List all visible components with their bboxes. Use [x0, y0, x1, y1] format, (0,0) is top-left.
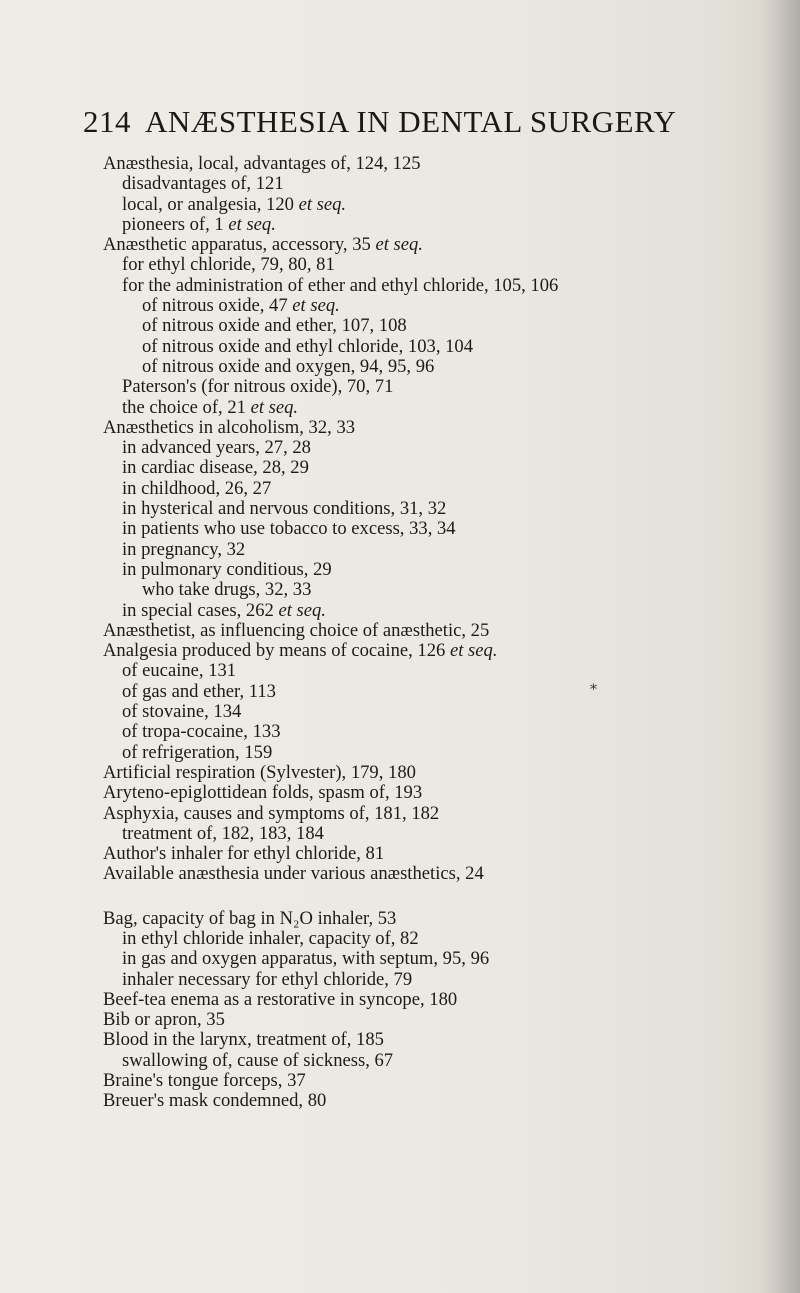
- index-heading-entry: Bag, capacity of bag in N₂O inhaler, 53: [103, 907, 397, 929]
- index-subentry: disadvantages of, 121: [122, 173, 284, 195]
- index-heading-entry: Aryteno-epiglottidean folds, spasm of, 193: [103, 782, 423, 804]
- index-heading-entry: Asphyxia, causes and symptoms of, 181, 182: [103, 802, 440, 824]
- index-subentry: in patients who use tobacco to excess, 33, 34: [122, 518, 456, 540]
- index-subentry: in childhood, 26, 27: [122, 477, 272, 499]
- index-subentry: pioneers of, 1 et seq.: [122, 213, 276, 235]
- index-subentry: of eucaine, 131: [122, 660, 237, 682]
- index-subentry: in cardiac disease, 28, 29: [122, 457, 309, 479]
- section-gap: [0, 885, 800, 909]
- index-subentry: in gas and oxygen apparatus, with septum, 95, 96: [122, 948, 490, 970]
- index-heading-entry: Anæsthesia, local, advantages of, 124, 125: [103, 153, 421, 174]
- index-heading-entry: Blood in the larynx, treatment of, 185: [103, 1029, 384, 1051]
- index-subentry: in pulmonary conditious, 29: [122, 558, 332, 580]
- index-subentry: in special cases, 262 et seq.: [122, 599, 326, 621]
- index-subentry: of nitrous oxide and oxygen, 94, 95, 96: [142, 355, 435, 377]
- index-heading-entry: Braine's tongue forceps, 37: [103, 1070, 306, 1092]
- index-subentry: swallowing of, cause of sickness, 67: [122, 1049, 394, 1071]
- index-subentry: in pregnancy, 32: [122, 538, 246, 560]
- index-subentry: of gas and ether, 113: [122, 680, 276, 702]
- index-subentry: in hysterical and nervous conditions, 31, 32: [122, 498, 447, 520]
- index-heading-entry: Anæsthetics in alcoholism, 32, 33: [103, 416, 356, 438]
- index-subentry: for ethyl chloride, 79, 80, 81: [122, 254, 335, 276]
- index-subentry: of refrigeration, 159: [122, 741, 273, 763]
- index-heading-entry: Anæsthetist, as influencing choice of anæsthetic, 25: [103, 619, 490, 641]
- index-subentry: inhaler necessary for ethyl chloride, 79: [122, 968, 413, 990]
- index-subentry: in ethyl chloride inhaler, capacity of, 82: [122, 927, 419, 949]
- index-subentry: in advanced years, 27, 28: [122, 437, 311, 459]
- index-subentry: who take drugs, 32, 33: [142, 579, 312, 601]
- index-heading-entry: Artificial respiration (Sylvester), 179, 180: [103, 761, 416, 783]
- index-heading-entry: Analgesia produced by means of cocaine, 126 et seq.: [103, 640, 498, 662]
- index-subentry: of nitrous oxide and ethyl chloride, 103, 104: [142, 335, 474, 357]
- index-subentry: the choice of, 21 et seq.: [122, 396, 299, 418]
- index-list: [0, 154, 800, 1112]
- stray-asterisk-mark: *: [590, 682, 597, 698]
- index-heading-entry: Bib or apron, 35: [103, 1009, 225, 1031]
- index-subentry: local, or analgesia, 120 et seq.: [122, 193, 347, 215]
- index-heading-entry: Breuer's mask condemned, 80: [103, 1090, 327, 1112]
- index-heading-entry: Author's inhaler for ethyl chloride, 81: [103, 843, 385, 865]
- running-head: [83, 104, 676, 140]
- index-subentry: for the administration of ether and ethyl chloride, 105, 106: [122, 274, 559, 296]
- page-number: 214: [83, 104, 131, 139]
- index-subentry: of nitrous oxide and ether, 107, 108: [142, 315, 407, 337]
- index-subentry: of tropa-cocaine, 133: [122, 721, 281, 743]
- index-subentry: treatment of, 182, 183, 184: [122, 822, 324, 844]
- running-title: ANÆSTHESIA IN DENTAL SURGERY: [145, 104, 677, 139]
- index-subentry: Paterson's (for nitrous oxide), 70, 71: [122, 376, 394, 398]
- index-subentry: of nitrous oxide, 47 et seq.: [142, 295, 340, 317]
- index-heading-entry: Beef-tea enema as a restorative in syncope, 180: [103, 988, 458, 1010]
- index-subentry: of stovaine, 134: [122, 701, 242, 723]
- index-heading-entry: Anæsthetic apparatus, accessory, 35 et seq.: [103, 234, 423, 256]
- index-heading-entry: Available anæsthesia under various anæsthetics, 24: [103, 863, 484, 885]
